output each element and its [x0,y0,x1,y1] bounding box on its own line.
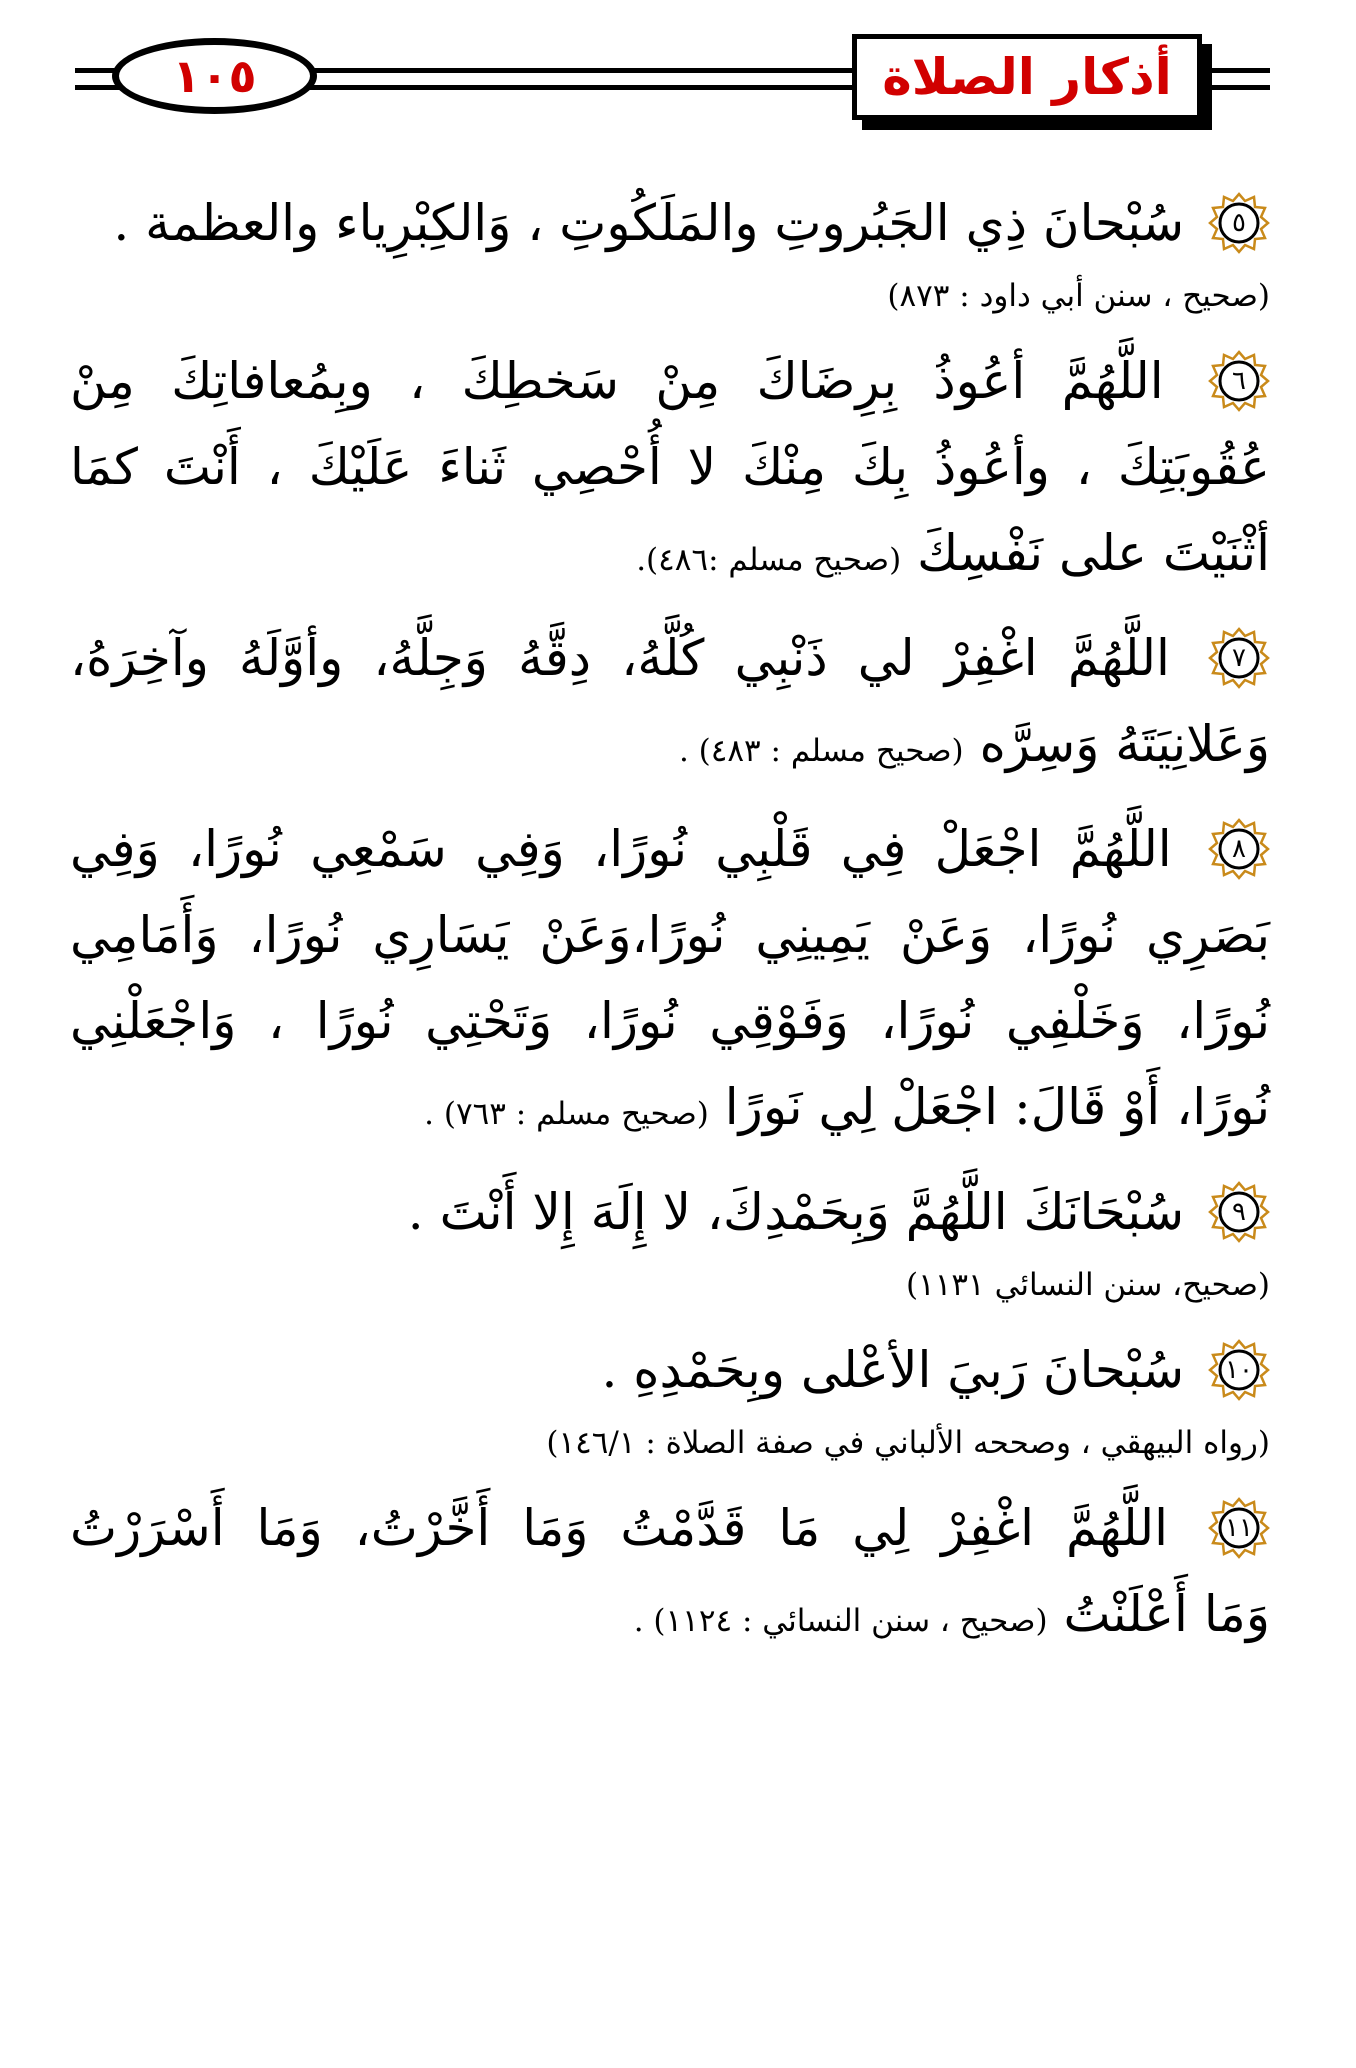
entry-line [70,1485,1270,1571]
number-badge-icon [1208,1181,1270,1243]
entry-line [70,1327,1270,1413]
entry-line: عُقُوبَتِكَ ، وأعُوذُ بِكَ مِنْكَ لا أُحْصِي ثَناءَ عَلَيْكَ ، أَنْتَ كمَا [70,438,1270,496]
entry-text: نُورًا، أَوْ قَالَ: اجْعَلْ لِي نَورًا [724,1078,1270,1136]
entry-source: (صحيح مسلم : ٧٦٣) . [424,1096,709,1132]
entry-line [70,701,1270,794]
entry-text: اللَّهُمَّ اجْعَلْ فِي قَلْبِي نُورًا، وَفِي سَمْعِي نُورًا، وَفِي [70,820,1172,878]
entry-text: وَعَلانِيَتَهُ وَسِرَّه [979,715,1270,773]
entry-5 [70,180,1270,326]
chapter-title-box [852,34,1212,130]
chapter-title: أذكار الصلاة [882,48,1172,106]
number-badge-icon [1208,818,1270,880]
entry-source: (صحيح مسلم : ٤٨٣) . [678,733,964,769]
number-badge-icon [1208,192,1270,254]
entry-number: ١٠ [1225,1355,1253,1385]
entry-text: اللَّهُمَّ اغْفِرْ لي ذَنْبِي كُلَّهُ، دِقَّهُ وَجِلَّهُ، وأوَّلَهُ وآخِرَهُ، [70,629,1170,687]
entry-10 [70,1327,1270,1473]
page-number: ١٠٥ [172,49,257,103]
number-badge-icon [1208,1339,1270,1401]
entry-line [70,1064,1270,1157]
entry-number: ٩ [1232,1197,1246,1227]
entry-line [70,1571,1270,1664]
entry-number: ٦ [1232,366,1246,396]
entry-number: ٧ [1232,643,1246,673]
entry-text: وَمَا أَعْلَنْتُ [1063,1585,1270,1643]
entry-source: (صحيح ، سنن أبي داود : ٨٧٣) [887,278,1270,314]
entry-line [70,510,1270,603]
number-badge-icon [1208,1497,1270,1559]
entry-number: ١١ [1225,1513,1253,1543]
entry-source: (صحيح، سنن النسائي ١١٣١) [906,1267,1270,1303]
entry-source: (صحيح ، سنن النسائي : ١١٢٤) . [633,1603,1048,1639]
entry-text: اللَّهُمَّ أعُوذُ بِرِضَاكَ مِنْ سَخطِكَ ، وبِمُعافاتِكَ مِنْ [70,352,1164,410]
entry-number: ٥ [1232,208,1246,238]
entry-text: سُبْحَانَكَ اللَّهُمَّ وَبِحَمْدِكَ، لا إِلَهَ إِلا أَنْتَ . [407,1183,1185,1241]
entry-11 [70,1485,1270,1664]
title-face [852,34,1202,120]
entry-line [70,1169,1270,1255]
entry-7 [70,615,1270,794]
entry-line [70,338,1270,424]
entry-text: اللَّهُمَّ اغْفِرْ لِي مَا قَدَّمْتُ وَمَا أَخَّرْتُ، وَمَا أَسْرَرْتُ [70,1499,1169,1557]
page-header [0,0,1356,150]
entry-8 [70,806,1270,1157]
entry-6 [70,338,1270,603]
entry-line [70,615,1270,701]
entry-9 [70,1169,1270,1315]
entry-text: أثْنَيْتَ على نَفْسِكَ [917,524,1270,582]
entry-text: سُبْحانَ رَبيَ الأعْلى وبِحَمْدِهِ . [601,1341,1185,1399]
entry-line: نُورًا، وَخَلْفِي نُورًا، وَفَوْقِي نُورًا، وَتَحْتِي نُورًا ، وَاجْعَلْنِي [70,992,1270,1050]
entry-line [70,180,1270,266]
dhikr-content [70,180,1270,1664]
number-badge-icon [1208,627,1270,689]
number-badge-icon [1208,350,1270,412]
entry-number: ٨ [1232,834,1246,864]
page-number-oval [112,38,317,114]
entry-line [70,806,1270,892]
entry-text: سُبْحانَ ذِي الجَبُروتِ والمَلَكُوتِ ، وَالكِبْرِياء والعظمة . [113,194,1185,252]
entry-source: (رواه البيهقي ، وصححه الألباني في صفة الصلاة : ١٤٦/١) [546,1425,1270,1461]
entry-line: بَصَرِي نُورًا، وَعَنْ يَمِينِي نُورًا،وَعَنْ يَسَارِي نُورًا، وَأَمَامِي [70,906,1270,964]
entry-source: (صحيح مسلم :٤٨٦). [636,542,902,578]
